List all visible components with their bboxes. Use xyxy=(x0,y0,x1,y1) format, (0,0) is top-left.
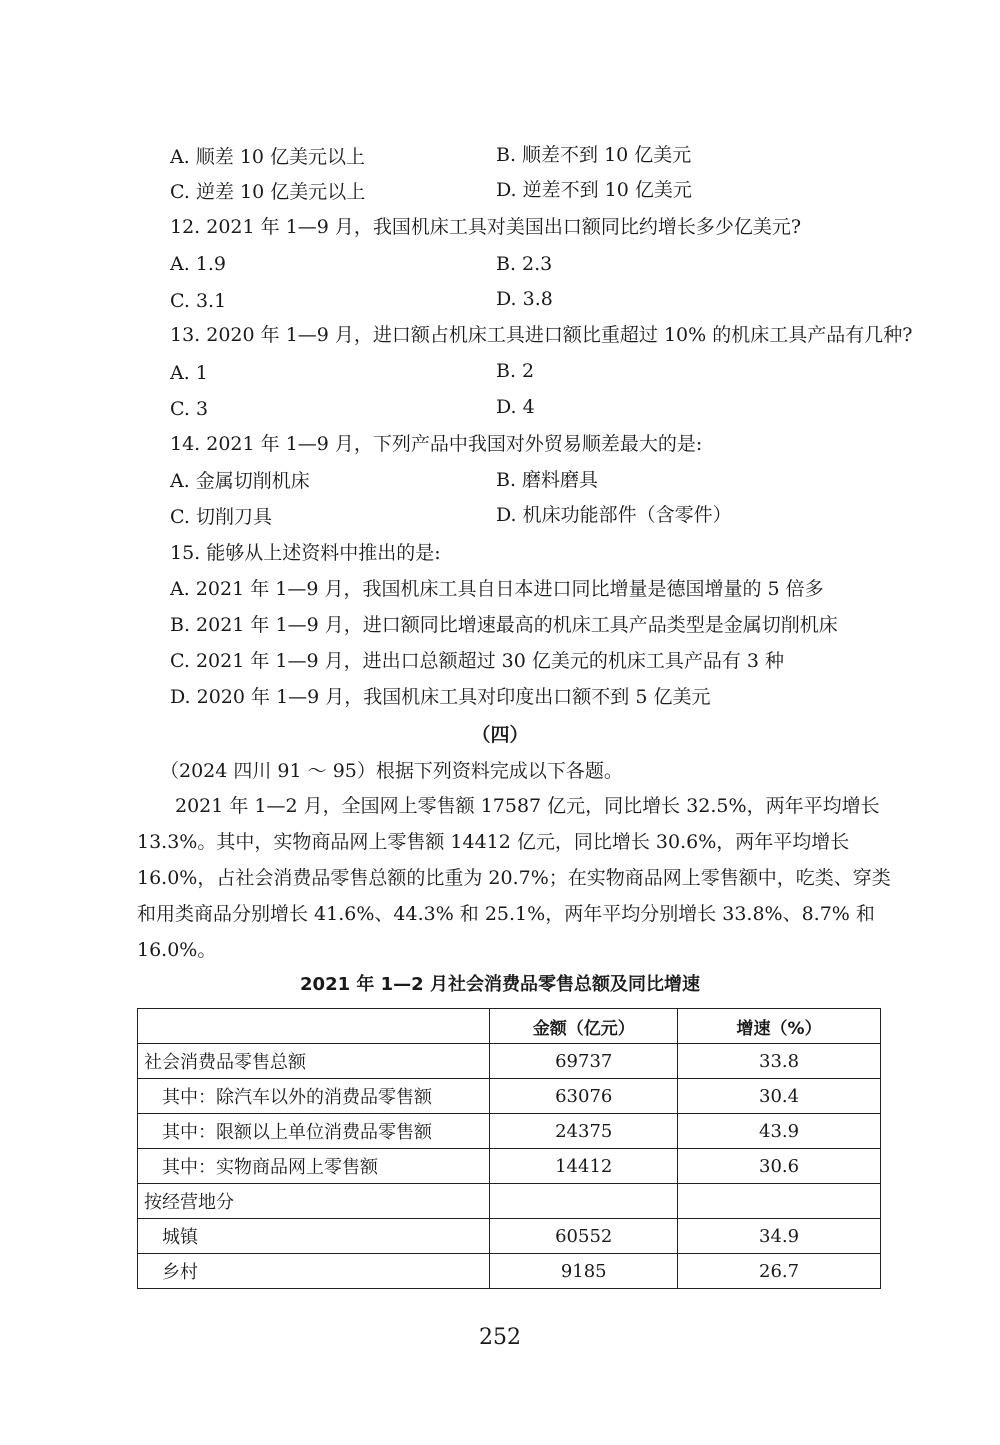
q14-option-c: C. 切削刀具 xyxy=(170,506,272,528)
table-row xyxy=(138,1114,881,1149)
q12-option-c: C. 3.1 xyxy=(170,290,227,312)
q12-option-d: D. 3.8 xyxy=(496,288,553,310)
q11-option-c: C. 逆差 10 亿美元以上 xyxy=(170,181,366,203)
row-growth: 34.9 xyxy=(678,1219,881,1254)
row-growth xyxy=(678,1184,881,1219)
q15-option-c: C. 2021 年 1—9 月，进出口总额超过 30 亿美元的机床工具产品有 3 种 xyxy=(170,650,785,672)
q15-option-b: B. 2021 年 1—9 月，进口额同比增速最高的机床工具产品类型是金属切削机床 xyxy=(170,614,838,636)
section-paragraph xyxy=(137,788,892,968)
row-amount xyxy=(490,1184,678,1219)
question-15: 15. 能够从上述资料中推出的是: xyxy=(170,542,441,564)
question-12: 12. 2021 年 1—9 月，我国机床工具对美国出口额同比约增长多少亿美元? xyxy=(170,216,802,238)
question-14: 14. 2021 年 1—9 月，下列产品中我国对外贸易顺差最大的是: xyxy=(170,433,703,455)
header-amount: 金额（亿元） xyxy=(490,1009,678,1044)
q14-option-d: D. 机床功能部件（含零件） xyxy=(496,504,732,526)
table-row xyxy=(138,1254,881,1289)
q11-option-b: B. 顺差不到 10 亿美元 xyxy=(496,144,692,166)
row-growth: 26.7 xyxy=(678,1254,881,1289)
row-growth: 30.6 xyxy=(678,1149,881,1184)
row-amount: 14412 xyxy=(490,1149,678,1184)
paragraph-text: 2021 年 1—2 月，全国网上零售额 17587 亿元，同比增长 32.5%，两年平均增长 13.3%。其中，实物商品网上零售额 14412 亿元，同比增长 30.6%，两年平均增长 16.0%，占社会消费品零售总额的比重为 20.7%；在实物商品网上零售额中，吃类、穿类和用类商品分别增长 41.6%、44.3% 和 25.1%，两年平均分别增长 33.8%、8.7% 和 16.0%。 xyxy=(137,795,891,961)
header-growth: 增速（%） xyxy=(678,1009,881,1044)
retail-sales-table xyxy=(137,1008,881,1289)
page-number: 252 xyxy=(479,1325,521,1350)
row-amount: 24375 xyxy=(490,1114,678,1149)
row-label: 其中：限额以上单位消费品零售额 xyxy=(138,1114,490,1149)
q15-option-a: A. 2021 年 1—9 月，我国机床工具自日本进口同比增量是德国增量的 5 倍多 xyxy=(170,578,824,600)
q12-option-b: B. 2.3 xyxy=(496,253,553,275)
table-row xyxy=(138,1219,881,1254)
q13-option-d: D. 4 xyxy=(496,396,535,418)
row-growth: 30.4 xyxy=(678,1079,881,1114)
row-amount: 60552 xyxy=(490,1219,678,1254)
table-row xyxy=(138,1149,881,1184)
table-header-row xyxy=(138,1009,881,1044)
row-amount: 69737 xyxy=(490,1044,678,1079)
q12-option-a: A. 1.9 xyxy=(170,253,227,275)
header-blank xyxy=(138,1009,490,1044)
question-13: 13. 2020 年 1—9 月，进口额占机床工具进口额比重超过 10% 的机床工具产品有几种? xyxy=(170,324,913,346)
q11-option-a: A. 顺差 10 亿美元以上 xyxy=(170,146,366,168)
section-heading: （四） xyxy=(471,724,529,746)
table-row xyxy=(138,1079,881,1114)
table-row xyxy=(138,1184,881,1219)
section-source: （2024 四川 91 ～ 95）根据下列资料完成以下各题。 xyxy=(160,760,623,782)
row-label: 按经营地分 xyxy=(138,1184,490,1219)
row-label: 其中：除汽车以外的消费品零售额 xyxy=(138,1079,490,1114)
row-amount: 63076 xyxy=(490,1079,678,1114)
row-label: 社会消费品零售总额 xyxy=(138,1044,490,1079)
table-title: 2021 年 1—2 月社会消费品零售总额及同比增速 xyxy=(300,974,700,995)
q13-option-a: A. 1 xyxy=(170,362,208,384)
q13-option-c: C. 3 xyxy=(170,398,209,420)
row-label: 乡村 xyxy=(138,1254,490,1289)
q13-option-b: B. 2 xyxy=(496,360,535,382)
row-growth: 33.8 xyxy=(678,1044,881,1079)
row-amount: 9185 xyxy=(490,1254,678,1289)
table-row xyxy=(138,1044,881,1079)
row-growth: 43.9 xyxy=(678,1114,881,1149)
q14-option-a: A. 金属切削机床 xyxy=(170,470,310,492)
row-label: 其中：实物商品网上零售额 xyxy=(138,1149,490,1184)
q11-option-d: D. 逆差不到 10 亿美元 xyxy=(496,179,692,201)
row-label: 城镇 xyxy=(138,1219,490,1254)
q14-option-b: B. 磨料磨具 xyxy=(496,469,599,491)
q15-option-d: D. 2020 年 1—9 月，我国机床工具对印度出口额不到 5 亿美元 xyxy=(170,686,711,708)
